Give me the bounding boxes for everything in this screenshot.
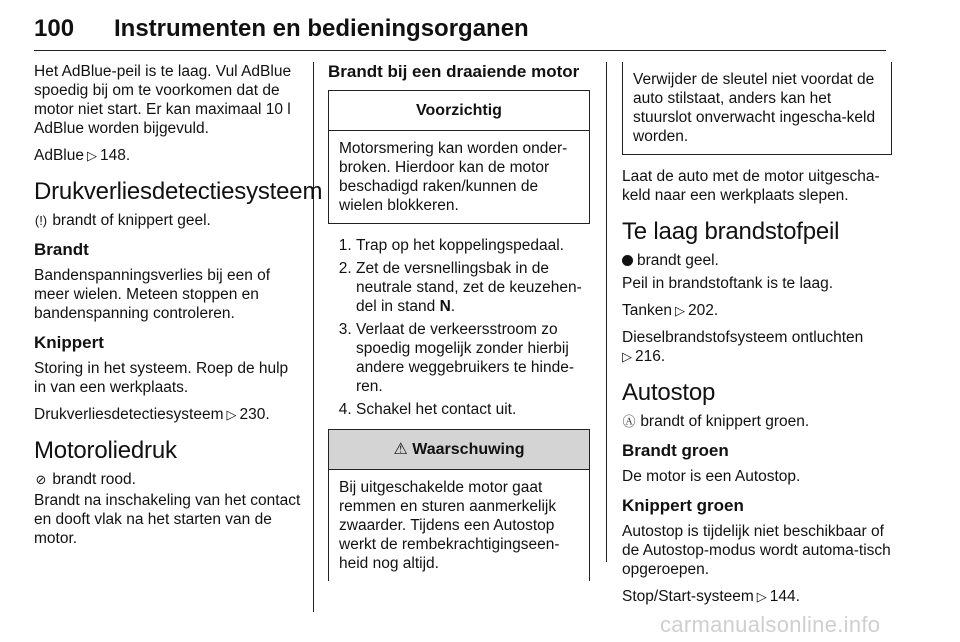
oil-can-icon: ⊘: [35, 472, 47, 487]
section-title: Te laag brandstofpeil: [622, 218, 840, 245]
warning-triangle-icon: ⚠: [393, 441, 408, 458]
adblue-reference: AdBlue ▷ 148.: [34, 147, 131, 164]
page-link[interactable]: 230.: [239, 406, 270, 423]
subsection-title: Knippert groen: [622, 496, 744, 515]
page-number: 100: [34, 15, 75, 42]
list-item: 4. Schakel het contact uit.: [356, 400, 590, 419]
reference-arrow-icon: ▷: [226, 407, 237, 422]
page-link[interactable]: 216.: [635, 348, 666, 365]
column-divider: [313, 62, 314, 612]
subsection-title: Knippert: [34, 333, 104, 352]
tire-status: (!) brandt of knippert geel.: [34, 212, 211, 229]
warning-text: Verwijder de sleutel niet voordat de auto stilstaat, anders kan het stuurslot onverwacht ingescha-keld worden.: [633, 71, 876, 145]
column-divider: [606, 62, 607, 562]
list-item: 3. Verlaat de verkeersstroom zo spoedig mogelijk zonder hierbij andere weggebruikers te hinde-ren.: [356, 320, 590, 396]
caution-box: [328, 90, 590, 224]
reference-arrow-icon: ▷: [756, 589, 767, 604]
warning-heading: ⚠ Waarschuwing: [329, 430, 589, 470]
fuel-reference: Tanken ▷ 202.: [622, 302, 719, 319]
column-3: [622, 62, 892, 614]
reference-arrow-icon: ▷: [674, 303, 685, 318]
autostop-status: Ⓐ brandt of knippert groen.: [622, 413, 810, 430]
page-header: [34, 12, 886, 51]
section-title: Motoroliedruk: [34, 437, 177, 464]
page-link[interactable]: 148.: [99, 147, 131, 164]
warning-text: Bij uitgeschakelde motor gaat remmen en sturen aanmerkelijk zwaarder. Tijdens een Autostop werkt de rembekrachtigingseen-heid nog altijd.: [339, 479, 560, 572]
subsection-title: Brandt groen: [622, 441, 729, 460]
fuel-dot-icon: [622, 255, 633, 266]
body-text: Brandt na inschakeling van het contact en dooft vlak na het starten van de motor.: [34, 492, 301, 547]
column-2: [328, 62, 590, 593]
body-text: Bandenspanningsverlies bij een of meer wielen. Meteen stoppen en bandenspanning controleren.: [34, 267, 271, 322]
body-text: Autostop is tijdelijk niet beschikbaar of de Autostop-modus wordt automa-tisch opgeroepen.: [622, 523, 891, 578]
step-list: [328, 236, 590, 419]
body-text: Storing in het systeem. Roep de hulp in van een werkplaats.: [34, 360, 289, 396]
page-link[interactable]: 144.: [769, 588, 800, 605]
subsection-title: Brandt: [34, 240, 89, 259]
subsection-title: Brandt bij een draaiende motor: [328, 62, 580, 81]
warning-box-continued: [622, 62, 892, 155]
page-title: Instrumenten en bedieningsorganen: [114, 15, 529, 42]
column-1: [34, 62, 323, 556]
page-link[interactable]: 202.: [687, 302, 719, 319]
list-item: 1. Trap op het koppelingspedaal.: [356, 236, 590, 255]
watermark: carmanualsonline.info: [660, 612, 881, 637]
body-text: Laat de auto met de motor uitgescha-keld naar een werkplaats slepen.: [622, 168, 880, 204]
diesel-reference: Dieselbrandstofsysteem ontluchten ▷ 216.: [622, 329, 864, 365]
oil-status: ⊘ brandt rood.: [35, 471, 136, 488]
reference-arrow-icon: ▷: [622, 349, 632, 364]
autostop-icon: Ⓐ: [622, 414, 636, 429]
fuel-status: brandt geel.: [622, 251, 892, 270]
adblue-intro: Het AdBlue-peil is te laag. Vul AdBlue spoedig bij om te voorkomen dat de motor niet start. Er kan maximaal 10 l AdBlue worden bijgevuld.: [34, 63, 292, 137]
tire-pressure-icon: (!): [34, 213, 48, 228]
caution-heading: Voorzichtig: [329, 91, 589, 131]
caution-text: Motorsmering kan worden onder-broken. Hierdoor kan de motor beschadigd raken/kunnen de wielen blokkeren.: [339, 140, 568, 214]
section-title: Autostop: [622, 379, 716, 406]
body-text: Peil in brandstoftank is te laag.: [622, 275, 834, 292]
reference-arrow-icon: ▷: [86, 148, 97, 163]
section-title: Drukverliesdetectiesysteem: [34, 178, 323, 205]
list-item: 2. Zet de versnellingsbak in de neutrale stand, zet de keuzehen-del in stand N.: [356, 259, 590, 316]
autostop-reference: Stop/Start-systeem ▷ 144.: [622, 588, 800, 605]
tire-reference: Drukverliesdetectiesysteem ▷ 230.: [34, 406, 270, 423]
warning-box: [328, 429, 590, 581]
body-text: De motor is een Autostop.: [622, 468, 801, 485]
